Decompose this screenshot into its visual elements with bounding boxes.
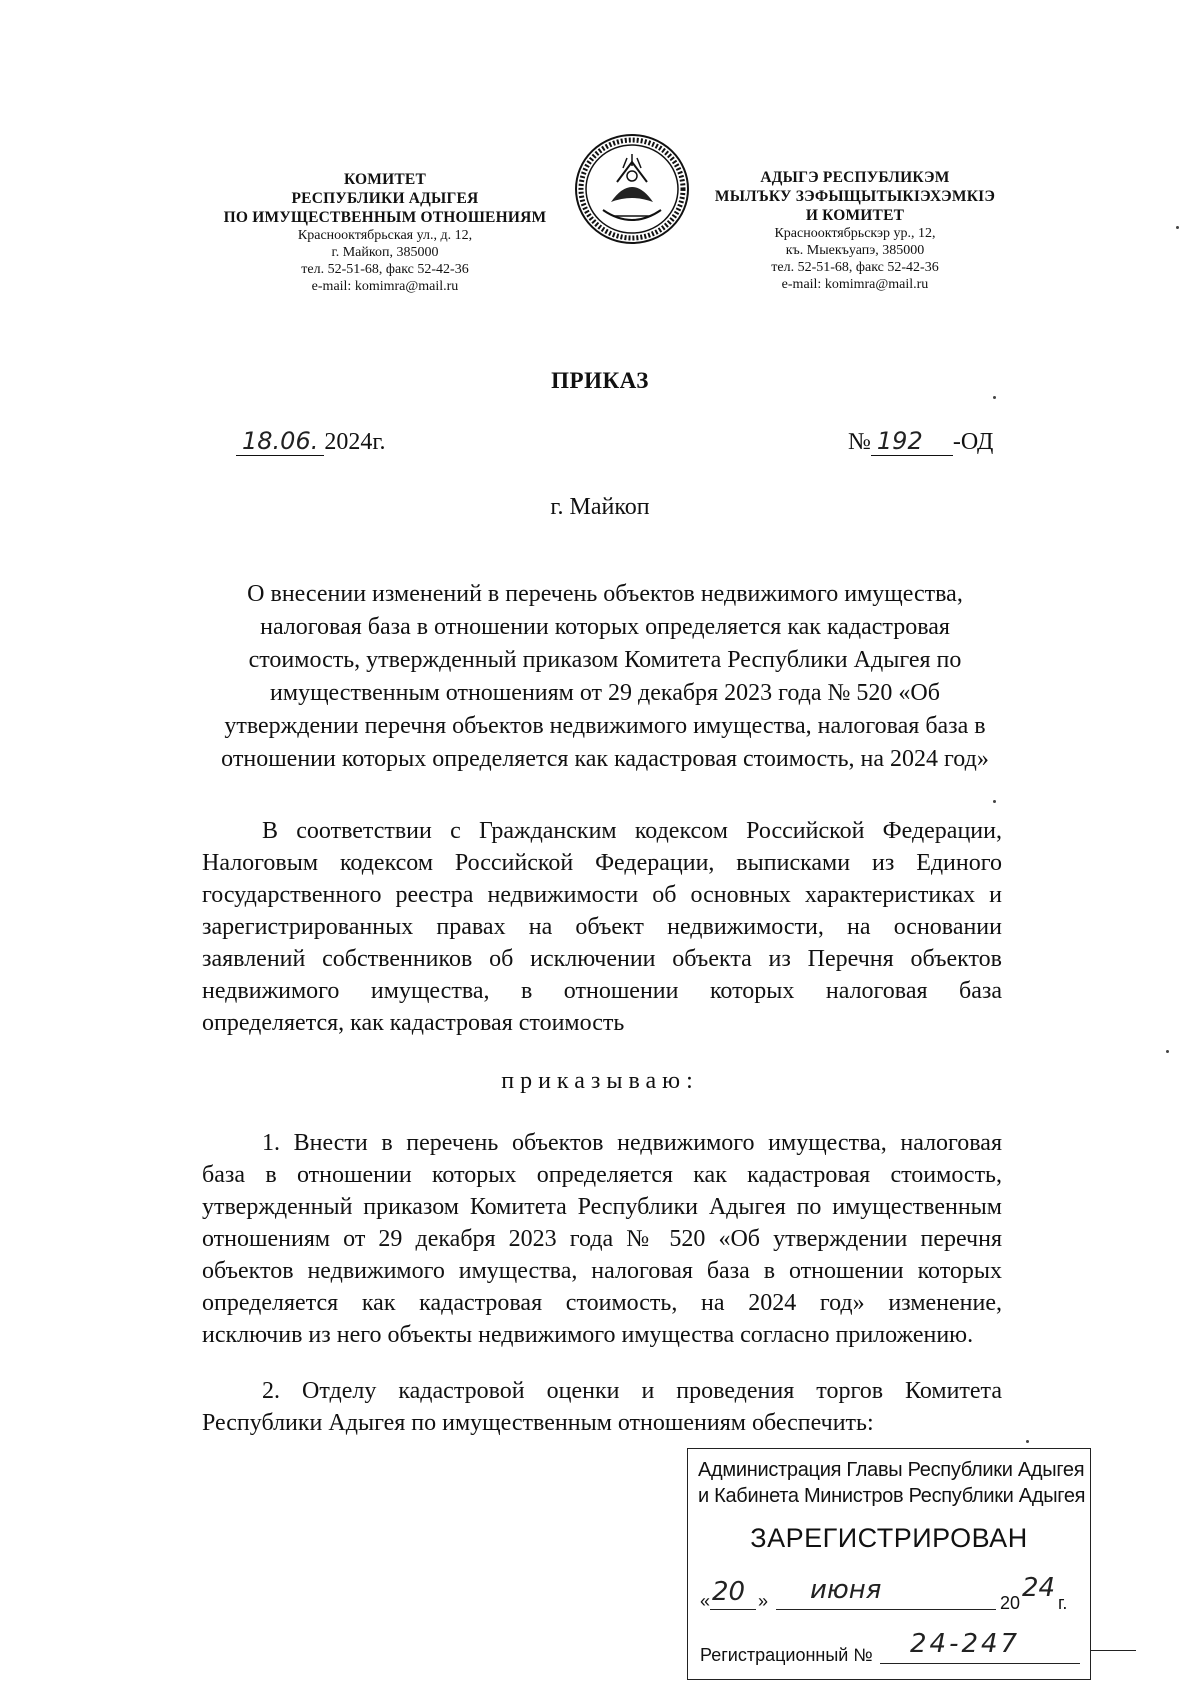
preamble-paragraph: [202, 815, 1002, 1039]
paragraph-line: база в отношении которых определяется как кадастровая стоимость,: [202, 1162, 1002, 1188]
stamp-org-line2: и Кабинета Министров Республики Адыгея: [698, 1485, 1086, 1507]
org-name-adyg-line2: МЫЛЪКУ ЗЭФЫЩЫТЫКIЭХЭМКIЭ: [714, 188, 996, 205]
subject-line: О внесении изменений в перечень объектов недвижимого имущества,: [247, 581, 963, 607]
order-date: [236, 427, 385, 456]
subject-line: стоимость, утвержденный приказом Комитета Республики Адыгея по: [248, 647, 962, 673]
org-adyg-address1: Краснооктябрьскэр ур., 12,: [774, 226, 936, 241]
stamp-quote-close: »: [758, 1591, 769, 1611]
org-name-adyg-line3: И КОМИТЕТ: [805, 207, 905, 224]
paragraph-line: объектов недвижимого имущества, налоговая база в отношении которых: [202, 1258, 1002, 1284]
stamp-org: [698, 1457, 1085, 1509]
paragraph-line: государственного реестра недвижимости об основных характеристиках и: [202, 882, 1002, 908]
stamp-year-prefix: 20: [1000, 1593, 1021, 1613]
scan-speck: [1026, 1440, 1029, 1443]
subject-line: имущественным отношениям от 29 декабря 2023 года № 520 «Об: [270, 680, 940, 706]
paragraph-line: утвержденный приказом Комитета Республики Адыгея по имущественным: [202, 1194, 1002, 1220]
stamp-regno: [700, 1629, 1080, 1669]
stamp-date: [700, 1573, 1080, 1617]
org-phone: тел. 52-51-68, факс 52-42-36: [301, 262, 469, 277]
paragraph-line: 1. Внести в перечень объектов недвижимого имущества, налоговая: [262, 1130, 1002, 1156]
scan-speck: [1166, 1050, 1169, 1053]
stamp-outer-line: [1090, 1650, 1136, 1651]
org-adyg-phone: тел. 52-51-68, факс 52-42-36: [771, 260, 939, 275]
paragraph-line: отношениям от 29 декабря 2023 года № 520 «Об утверждении перечня: [202, 1226, 1002, 1252]
scan-speck: [1176, 226, 1179, 229]
document-title: ПРИКАЗ: [551, 368, 649, 393]
paragraph-line: определяется, как кадастровая стоимость: [202, 1010, 625, 1036]
stamp-month-handwritten: июня: [810, 1575, 882, 1605]
subject-line: налоговая база в отношении которых определяется как кадастровая: [260, 614, 950, 640]
stamp-org-line1: Администрация Главы Республики Адыгея: [698, 1459, 1085, 1481]
paragraph-line: исключив из него объекты недвижимого имущества согласно приложению.: [202, 1322, 974, 1348]
paragraph-line: недвижимого имущества, в отношении которых налоговая база: [202, 978, 1002, 1004]
order-date-year: 2024г.: [324, 429, 386, 455]
stamp-regno-handwritten: 24-247: [910, 1629, 1021, 1659]
coat-of-arms-icon: [573, 132, 691, 246]
header-left-org: [175, 170, 595, 295]
order-subject: [205, 578, 1005, 776]
paragraph-line: Республики Адыгея по имущественным отношениям обеспечить:: [202, 1410, 874, 1436]
paragraph-line: 2. Отделу кадастровой оценки и проведения торгов Комитета: [262, 1378, 1002, 1404]
org-name-line3: ПО ИМУЩЕСТВЕННЫМ ОТНОШЕНИЯМ: [223, 209, 547, 226]
header-right-org: [690, 168, 1020, 293]
stamp-year-end: г.: [1058, 1593, 1068, 1613]
order-city: г. Майкоп: [550, 494, 650, 520]
stamp-status: ЗАРЕГИСТРИРОВАН: [750, 1523, 1028, 1553]
scan-speck: [993, 800, 996, 803]
stamp-year-handwritten: 24: [1022, 1573, 1056, 1603]
paragraph-line: В соответствии с Гражданским кодексом Российской Федерации,: [262, 818, 1002, 844]
registration-stamp: [687, 1448, 1091, 1680]
org-address2: г. Майкоп, 385000: [331, 245, 439, 260]
order-number: [848, 427, 993, 456]
order-item-1: [202, 1127, 1002, 1351]
org-name-line2: РЕСПУБЛИКИ АДЫГЕЯ: [291, 190, 479, 207]
scan-speck: [993, 396, 996, 399]
paragraph-line: Налоговым кодексом Российской Федерации, выписками из Единого: [202, 850, 1002, 876]
stamp-quote-open: «: [700, 1591, 711, 1611]
subject-line: отношении которых определяется как кадастровая стоимость, на 2024 год»: [221, 746, 989, 772]
order-item-2: [202, 1375, 1002, 1439]
org-name-line1: КОМИТЕТ: [343, 171, 426, 188]
stamp-regno-label: Регистрационный №: [700, 1645, 873, 1665]
org-adyg-address2: къ. Мыекъуапэ, 385000: [785, 243, 925, 258]
org-email: e-mail: komimra@mail.ru: [311, 279, 459, 294]
order-number-suffix: -ОД: [952, 429, 994, 455]
order-number-handwritten: 192: [871, 427, 953, 456]
org-adyg-email: e-mail: komimra@mail.ru: [781, 277, 929, 292]
paragraph-line: заявлений собственников об исключении объекта из Перечня объектов: [202, 946, 1002, 972]
order-number-prefix: №: [848, 429, 871, 455]
paragraph-line: зарегистрированных правах на объект недвижимости, на основании: [202, 914, 1002, 940]
org-name-adyg-line1: АДЫГЭ РЕСПУБЛИКЭМ: [760, 169, 950, 186]
subject-line: утверждении перечня объектов недвижимого имущества, налоговая база в: [224, 713, 986, 739]
stamp-day-handwritten: 20: [712, 1577, 746, 1607]
org-address1: Краснооктябрьская ул., д. 12,: [297, 228, 473, 243]
paragraph-line: определяется как кадастровая стоимость, на 2024 год» изменение,: [202, 1290, 1002, 1316]
order-verb: приказываю:: [501, 1068, 699, 1094]
order-date-handwritten: 18.06.: [236, 427, 324, 456]
